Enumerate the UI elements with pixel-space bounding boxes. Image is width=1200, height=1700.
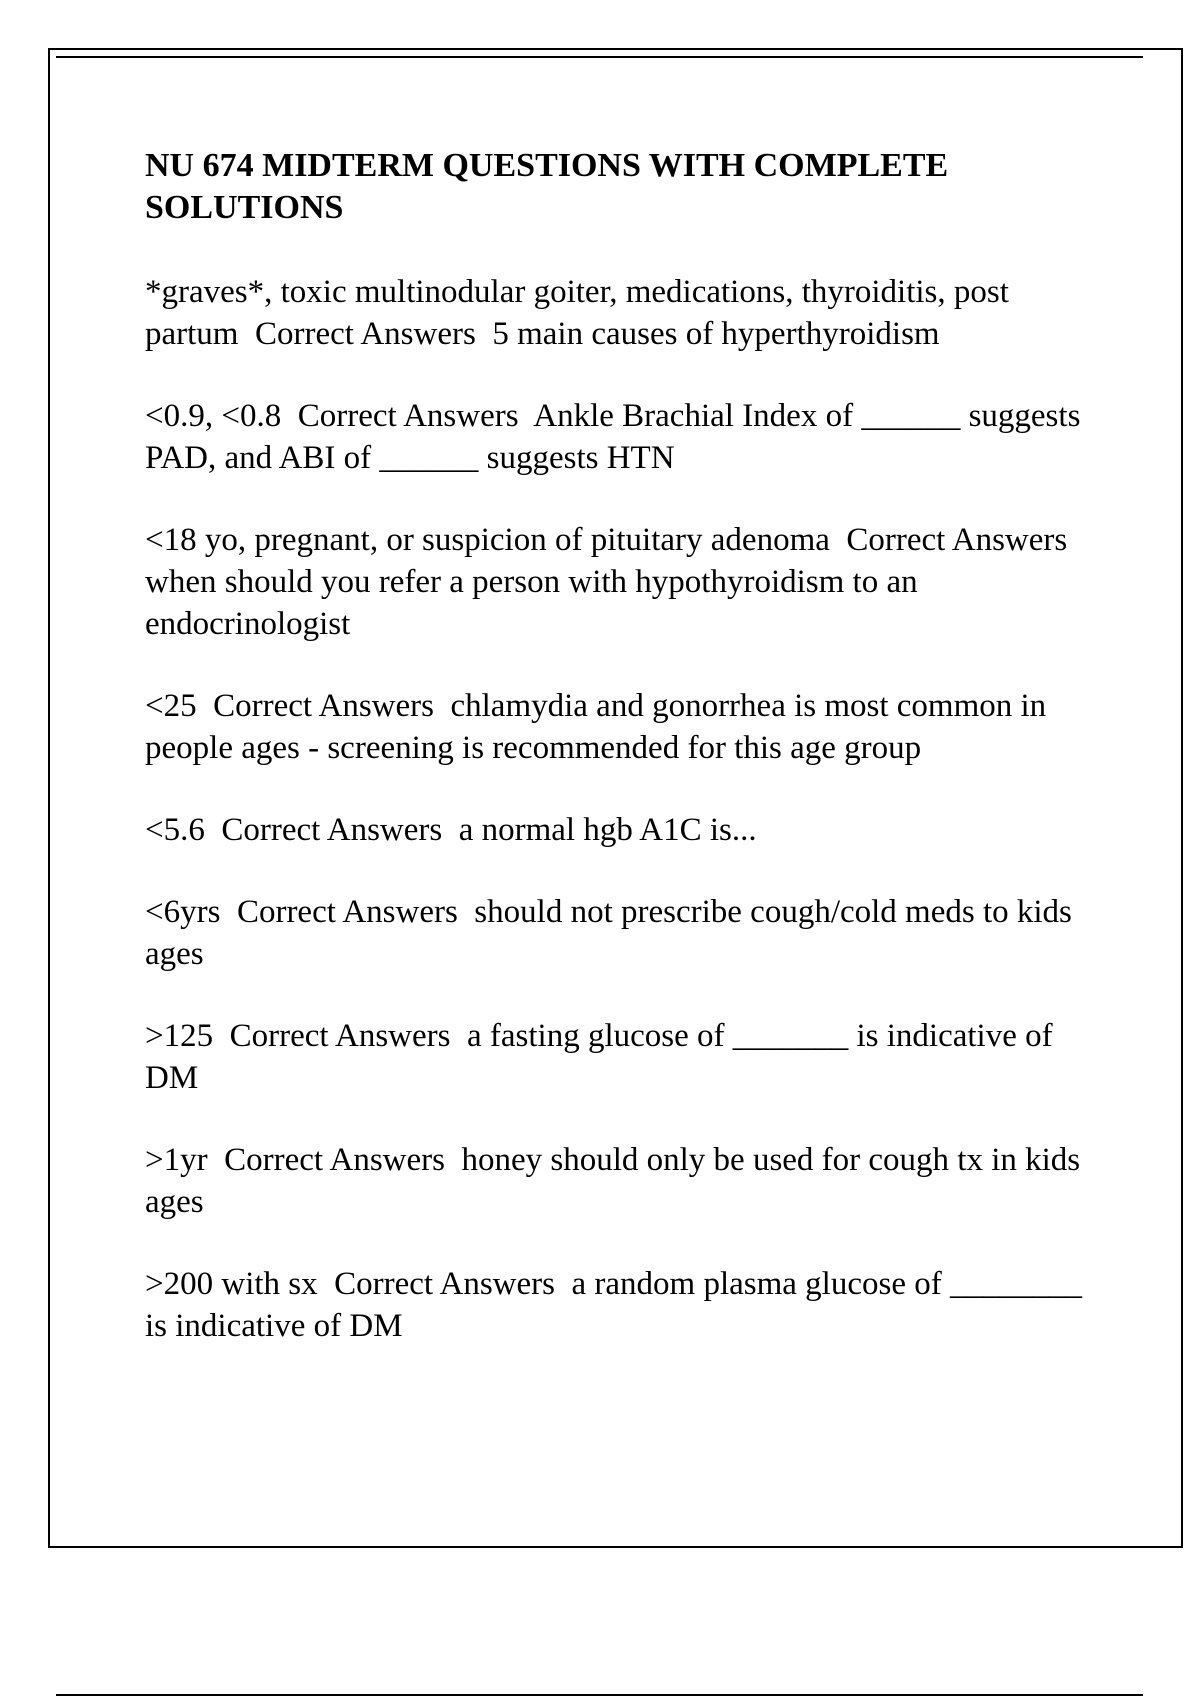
footer-rule (56, 1694, 1143, 1696)
qa-item: <5.6 Correct Answers a normal hgb A1C is... (145, 812, 757, 848)
qa-item: *graves*, toxic multinodular goiter, medications, thyroiditis, post partum Correct Answers 5 main causes of hyperthyroidism (145, 274, 1018, 352)
document-body (145, 145, 1095, 1387)
qa-item: <0.9, <0.8 Correct Answers Ankle Brachial Index of ______ suggests PAD, and ABI of ______ suggests HTN (145, 398, 1089, 476)
header-rule (56, 56, 1143, 58)
qa-item: <18 yo, pregnant, or suspicion of pituitary adenoma Correct Answers when should you refer a person with hypothyroidism to an endocrinologist (145, 522, 1084, 642)
qa-item: <6yrs Correct Answers should not prescribe cough/cold meds to kids ages (145, 894, 1081, 972)
document-title: NU 674 MIDTERM QUESTIONS WITH COMPLETE SOLUTIONS (145, 147, 949, 226)
qa-item: <25 Correct Answers chlamydia and gonorrhea is most common in people ages - screening is recommended for this age group (145, 688, 1055, 766)
qa-item: >1yr Correct Answers honey should only be used for cough tx in kids ages (145, 1142, 1089, 1220)
qa-item: >200 with sx Correct Answers a random plasma glucose of ________ is indicative of DM (145, 1266, 1091, 1344)
qa-item: >125 Correct Answers a fasting glucose of _______ is indicative of DM (145, 1018, 1061, 1096)
